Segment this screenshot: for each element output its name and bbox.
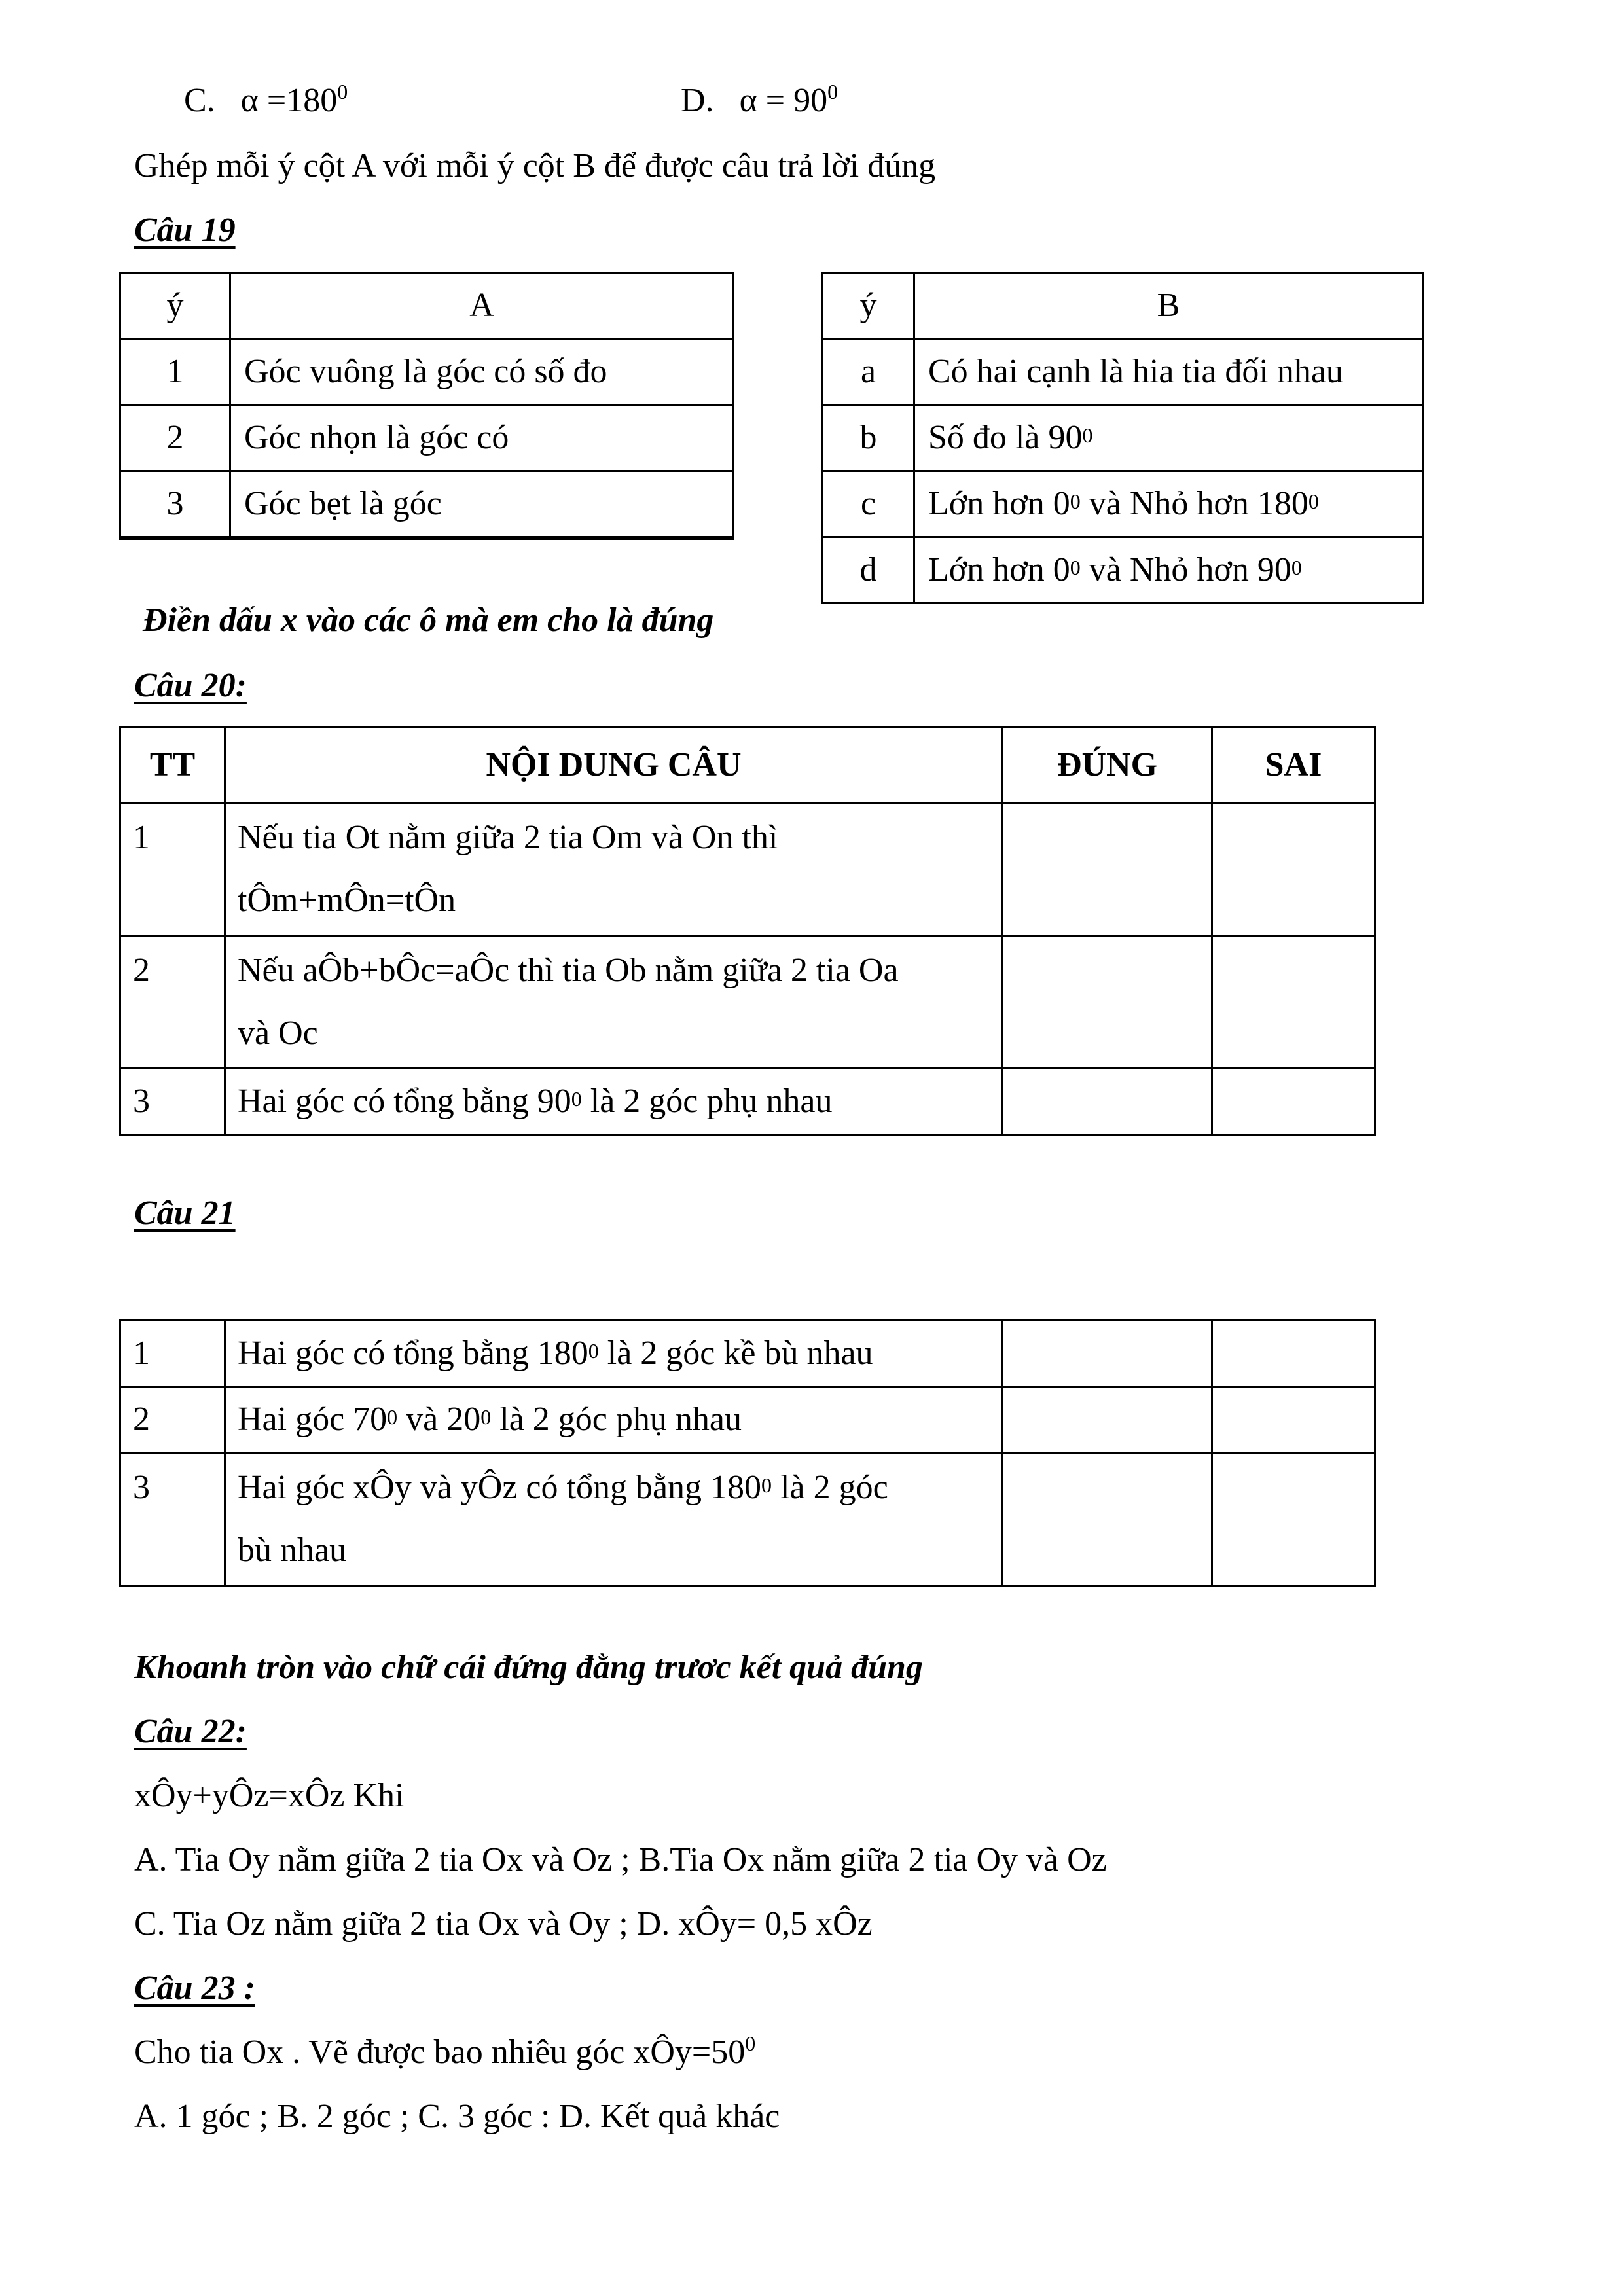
- table-row: [120, 471, 734, 537]
- q22-options-ab[interactable]: A. Tia Oy nằm giữa 2 tia Ox và Oz ; B.Tia Ox nằm giữa 2 tia Oy và Oz: [134, 1841, 1107, 1878]
- instruction-match: Ghép mỗi ý cột A với mỗi ý cột B để được câu trả lời đúng: [134, 147, 936, 185]
- true-checkbox-cell[interactable]: [1003, 1453, 1212, 1586]
- true-checkbox-cell[interactable]: [1003, 1069, 1212, 1135]
- option-d[interactable]: D. $\alpha = 90^0$: [681, 80, 839, 119]
- table-row: [823, 339, 1423, 405]
- row-number: 1: [120, 339, 230, 405]
- table-row: [120, 1453, 1375, 1586]
- row-text: Số đo là $90^0$: [914, 405, 1423, 471]
- row-number: 1: [120, 803, 225, 936]
- table-row: [823, 405, 1423, 471]
- q19-table-b: [821, 272, 1424, 604]
- true-checkbox-cell[interactable]: [1003, 1387, 1212, 1453]
- table-row: [120, 803, 1375, 936]
- row-number: 2: [120, 405, 230, 471]
- table-row: [823, 471, 1423, 537]
- row-letter: b: [823, 405, 914, 471]
- question-23-title: Câu 23 :: [134, 1969, 255, 2007]
- true-checkbox-cell[interactable]: [1003, 936, 1212, 1069]
- table-row: [120, 537, 734, 539]
- row-text: Lớn hơn $0^0$ và Nhỏ hơn $180^0$: [914, 471, 1423, 537]
- q22-stem: xÔy+yÔz=xÔz Khi: [134, 1777, 405, 1814]
- header-cell: ý: [823, 273, 914, 339]
- row-text: Góc vuông là góc có số đo: [230, 339, 734, 405]
- false-checkbox-cell[interactable]: [1212, 936, 1375, 1069]
- row-text: Hai góc xÔy và yÔz có tổng bằng $180^0$ là 2 góc bù nhau: [225, 1453, 1003, 1586]
- row-text: Góc bẹt là góc: [230, 471, 734, 537]
- table-row: [120, 405, 734, 471]
- row-text: Có hai cạnh là hia tia đối nhau: [914, 339, 1423, 405]
- row-number: 1: [120, 1321, 225, 1387]
- header-cell: B: [914, 273, 1423, 339]
- q23-options[interactable]: A. 1 góc ; B. 2 góc ; C. 3 góc : D. Kết quả khác: [134, 2098, 780, 2135]
- table-row: [120, 1069, 1375, 1135]
- row-text: Nếu aÔb+bÔc=aÔc thì tia Ob nằm giữa 2 tia Oa và Oc: [225, 936, 1003, 1069]
- q21-table: [119, 1319, 1376, 1587]
- row-text: Hai góc có tổng bằng $180^0$ là 2 góc kề bù nhau: [225, 1321, 1003, 1387]
- q22-options-cd[interactable]: C. Tia Oz nằm giữa 2 tia Ox và Oy ; D. xÔy= 0,5 xÔz: [134, 1905, 873, 1943]
- row-number: 2: [120, 936, 225, 1069]
- row-text: Hai góc có tổng bằng $90^0$ là 2 góc phụ nhau: [225, 1069, 1003, 1135]
- question-19-title: Câu 19: [134, 211, 236, 249]
- row-number: 3: [120, 1453, 225, 1586]
- table-row: [120, 339, 734, 405]
- option-c[interactable]: C. $\alpha =180^0$: [184, 80, 348, 119]
- q19-table-a: [119, 272, 734, 540]
- header-cell: ý: [120, 273, 230, 339]
- row-text: [230, 537, 734, 539]
- true-checkbox-cell[interactable]: [1003, 1321, 1212, 1387]
- question-20-title: Câu 20:: [134, 667, 247, 704]
- table-header-row: [120, 728, 1375, 803]
- row-number: [120, 537, 230, 539]
- instruction-mark-x: Điền dấu x vào các ô mà em cho là đúng: [143, 601, 714, 639]
- false-checkbox-cell[interactable]: [1212, 803, 1375, 936]
- table-row: [120, 936, 1375, 1069]
- q20-table: [119, 726, 1376, 1136]
- header-true: ĐÚNG: [1003, 728, 1212, 803]
- row-number: 3: [120, 471, 230, 537]
- q23-stem: Cho tia Ox . Vẽ được bao nhiêu góc $xÔy=50^0$: [134, 2032, 756, 2071]
- false-checkbox-cell[interactable]: [1212, 1069, 1375, 1135]
- row-number: 3: [120, 1069, 225, 1135]
- row-text: Hai góc $70^0$ và $20^0$ là 2 góc phụ nhau: [225, 1387, 1003, 1453]
- row-letter: d: [823, 537, 914, 603]
- header-false: SAI: [1212, 728, 1375, 803]
- false-checkbox-cell[interactable]: [1212, 1321, 1375, 1387]
- row-text: Nếu tia Ot nằm giữa 2 tia Om và On thì tÔm+mÔn=tÔn: [225, 803, 1003, 936]
- row-letter: c: [823, 471, 914, 537]
- row-letter: a: [823, 339, 914, 405]
- table-header-row: [823, 273, 1423, 339]
- row-number: 2: [120, 1387, 225, 1453]
- header-cell: A: [230, 273, 734, 339]
- table-header-row: [120, 273, 734, 339]
- row-text: Lớn hơn $0^0$ và Nhỏ hơn $90^0$: [914, 537, 1423, 603]
- table-row: [120, 1387, 1375, 1453]
- table-row: [120, 1321, 1375, 1387]
- question-22-title: Câu 22:: [134, 1713, 247, 1750]
- true-checkbox-cell[interactable]: [1003, 803, 1212, 936]
- row-text: Góc nhọn là góc có: [230, 405, 734, 471]
- false-checkbox-cell[interactable]: [1212, 1387, 1375, 1453]
- header-content: NỘI DUNG CÂU: [225, 728, 1003, 803]
- header-tt: TT: [120, 728, 225, 803]
- question-21-title: Câu 21: [134, 1194, 236, 1232]
- table-row: [823, 537, 1423, 603]
- instruction-circle: Khoanh tròn vào chữ cái đứng đằng trươc kết quả đúng: [134, 1649, 923, 1686]
- false-checkbox-cell[interactable]: [1212, 1453, 1375, 1586]
